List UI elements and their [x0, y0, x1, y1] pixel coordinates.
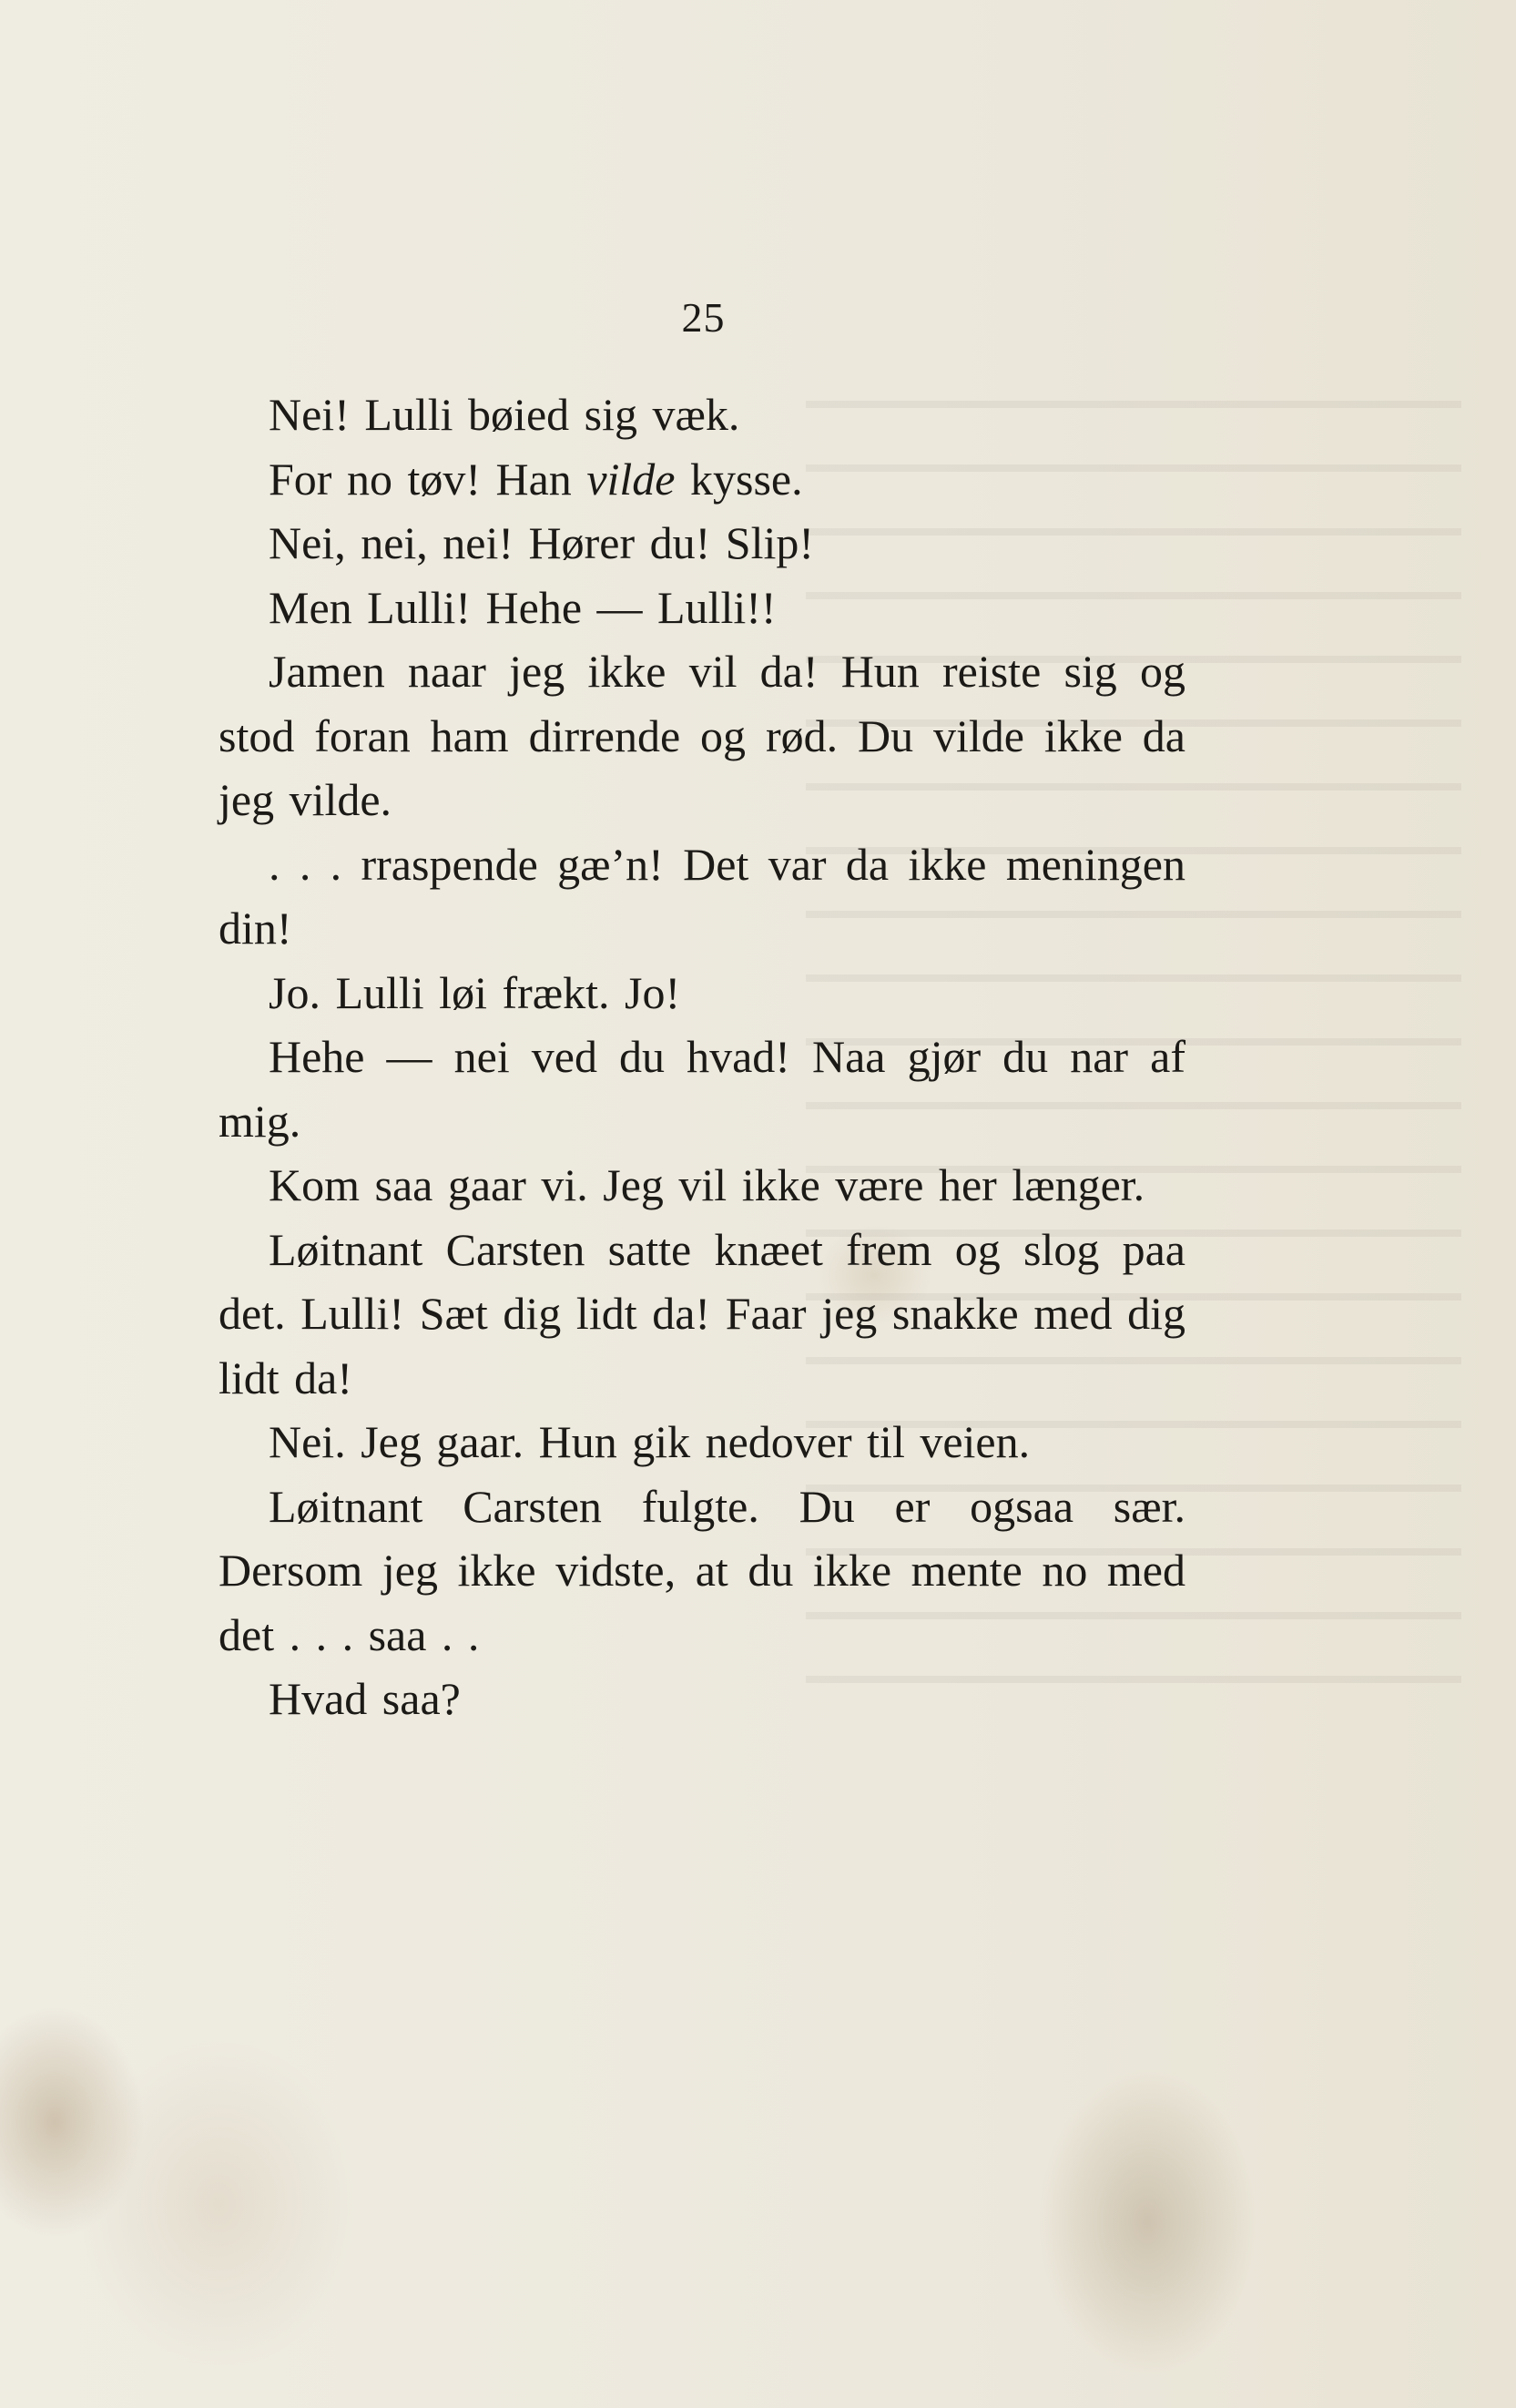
paragraph-4: Men Lulli! Hehe — Lulli!! — [269, 581, 777, 633]
paragraph-9: Kom saa gaar vi. Jeg vil ikke være her længer. — [269, 1159, 1145, 1210]
paragraph-13: Hvad saa? — [269, 1673, 461, 1724]
paragraph-12: Løitnant Carsten fulgte. Du er ogsaa sær. Dersom jeg ikke vidste, at du ikke mente no med det . . . saa . . — [219, 1480, 1185, 1660]
page-number: 25 — [681, 294, 726, 341]
paragraph-10: Løitnant Carsten satte knæet frem og slog paa det. Lulli! Sæt dig lidt da! Faar jeg snakke med dig lidt da! — [219, 1223, 1185, 1403]
paragraph-6: . . . rraspende gæ’n! Det var da ikke meningen din! — [219, 838, 1185, 954]
paragraph-2-text-before: For no tøv! Han — [269, 453, 587, 505]
body-text — [219, 383, 1185, 1731]
paragraph-2-text-after: kysse. — [675, 453, 803, 505]
paragraph-8: Hehe — nei ved du hvad! Naa gjør du nar af mig. — [219, 1031, 1185, 1147]
paragraph-2-emphasis: vilde — [586, 453, 676, 505]
paragraph-5: Jamen naar jeg ikke vil da! Hun reiste sig og stod foran ham dirrende og rød. Du vilde ikke da jeg vilde. — [219, 646, 1185, 825]
paragraph-2 — [219, 447, 1185, 512]
paragraph-11: Nei. Jeg gaar. Hun gik nedover til veien. — [269, 1416, 1031, 1467]
paragraph-1: Nei! Lulli bøied sig væk. — [269, 389, 740, 440]
paragraph-3: Nei, nei, nei! Hører du! Slip! — [269, 517, 815, 568]
paragraph-7: Jo. Lulli løi frækt. Jo! — [269, 966, 681, 1018]
